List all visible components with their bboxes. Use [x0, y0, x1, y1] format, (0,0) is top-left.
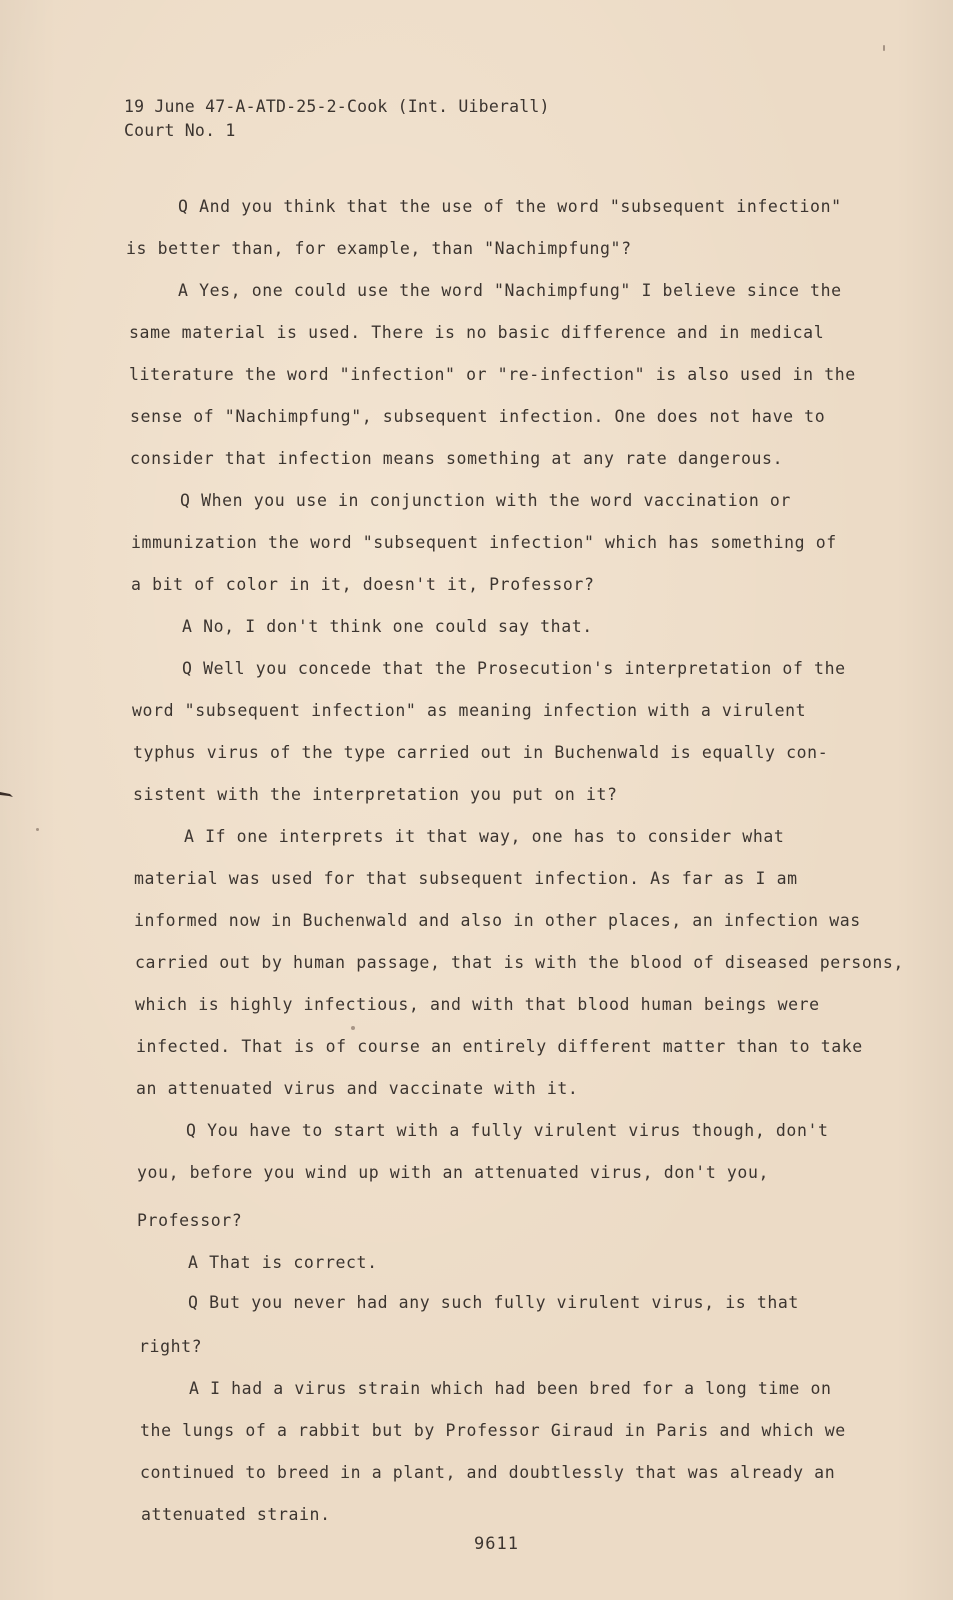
transcript-line: material was used for that subsequent infection. As far as I am	[134, 869, 798, 888]
transcript-line: an attenuated virus and vaccinate with it.	[136, 1079, 579, 1098]
transcript-line: Q You have to start with a fully virulent virus though, don't	[186, 1121, 829, 1140]
transcript-line: Professor?	[137, 1211, 243, 1230]
transcript-line: literature the word "infection" or "re-infection" is also used in the	[129, 365, 856, 384]
transcript-line: you, before you wind up with an attenuated virus, don't you,	[137, 1163, 770, 1182]
transcript-line: Q But you never had any such fully virulent virus, is that	[188, 1293, 799, 1312]
transcript-line: consider that infection means something at any rate dangerous.	[130, 449, 784, 468]
transcript-line: A Yes, one could use the word "Nachimpfung" I believe since the	[178, 281, 842, 300]
transcript-line: Q When you use in conjunction with the word vaccination or	[180, 491, 791, 510]
transcript-line: A I had a virus strain which had been bred for a long time on	[189, 1379, 832, 1398]
transcript-line: immunization the word "subsequent infection" which has something of	[131, 533, 837, 552]
transcript-line: sense of "Nachimpfung", subsequent infection. One does not have to	[130, 407, 826, 426]
transcript-line: A If one interprets it that way, one has to consider what	[184, 827, 785, 846]
transcript-line: A That is correct.	[188, 1253, 378, 1272]
transcript-line: same material is used. There is no basic difference and in medical	[129, 323, 825, 342]
paper-speck	[36, 828, 39, 831]
transcript-line: which is highly infectious, and with that blood human beings were	[135, 995, 820, 1014]
transcript-line: sistent with the interpretation you put on it?	[133, 785, 618, 804]
transcript-line: A No, I don't think one could say that.	[182, 617, 593, 636]
transcript-line: right?	[139, 1337, 203, 1356]
page-number: 9611	[474, 1534, 519, 1554]
transcript-line: typhus virus of the type carried out in Buchenwald is equally con-	[133, 743, 829, 762]
transcript-line: a bit of color in it, doesn't it, Professor?	[131, 575, 595, 594]
header-court-number: Court No. 1	[124, 121, 236, 140]
paper-speck	[883, 45, 885, 51]
document-header	[124, 95, 550, 143]
transcript-line: word "subsequent infection" as meaning infection with a virulent	[132, 701, 807, 720]
transcript-line: Q And you think that the use of the word "subsequent infection"	[178, 197, 842, 216]
transcript-line: attenuated strain.	[141, 1505, 331, 1524]
punch-mark-icon	[0, 790, 14, 800]
transcript-line: infected. That is of course an entirely different matter than to take	[136, 1037, 863, 1056]
transcript-line: informed now in Buchenwald and also in other places, an infection was	[134, 911, 861, 930]
transcript-line: the lungs of a rabbit but by Professor Giraud in Paris and which we	[140, 1421, 846, 1440]
paper-speck	[351, 1026, 355, 1030]
header-case-reference: 19 June 47-A-ATD-25-2-Cook (Int. Uiberall)	[124, 97, 550, 116]
transcript-line: Q Well you concede that the Prosecution's interpretation of the	[182, 659, 846, 678]
transcript-line: carried out by human passage, that is with the blood of diseased persons,	[135, 953, 904, 972]
transcript-line: continued to breed in a plant, and doubtlessly that was already an	[140, 1463, 836, 1482]
transcript-line: is better than, for example, than "Nachimpfung"?	[126, 239, 632, 258]
